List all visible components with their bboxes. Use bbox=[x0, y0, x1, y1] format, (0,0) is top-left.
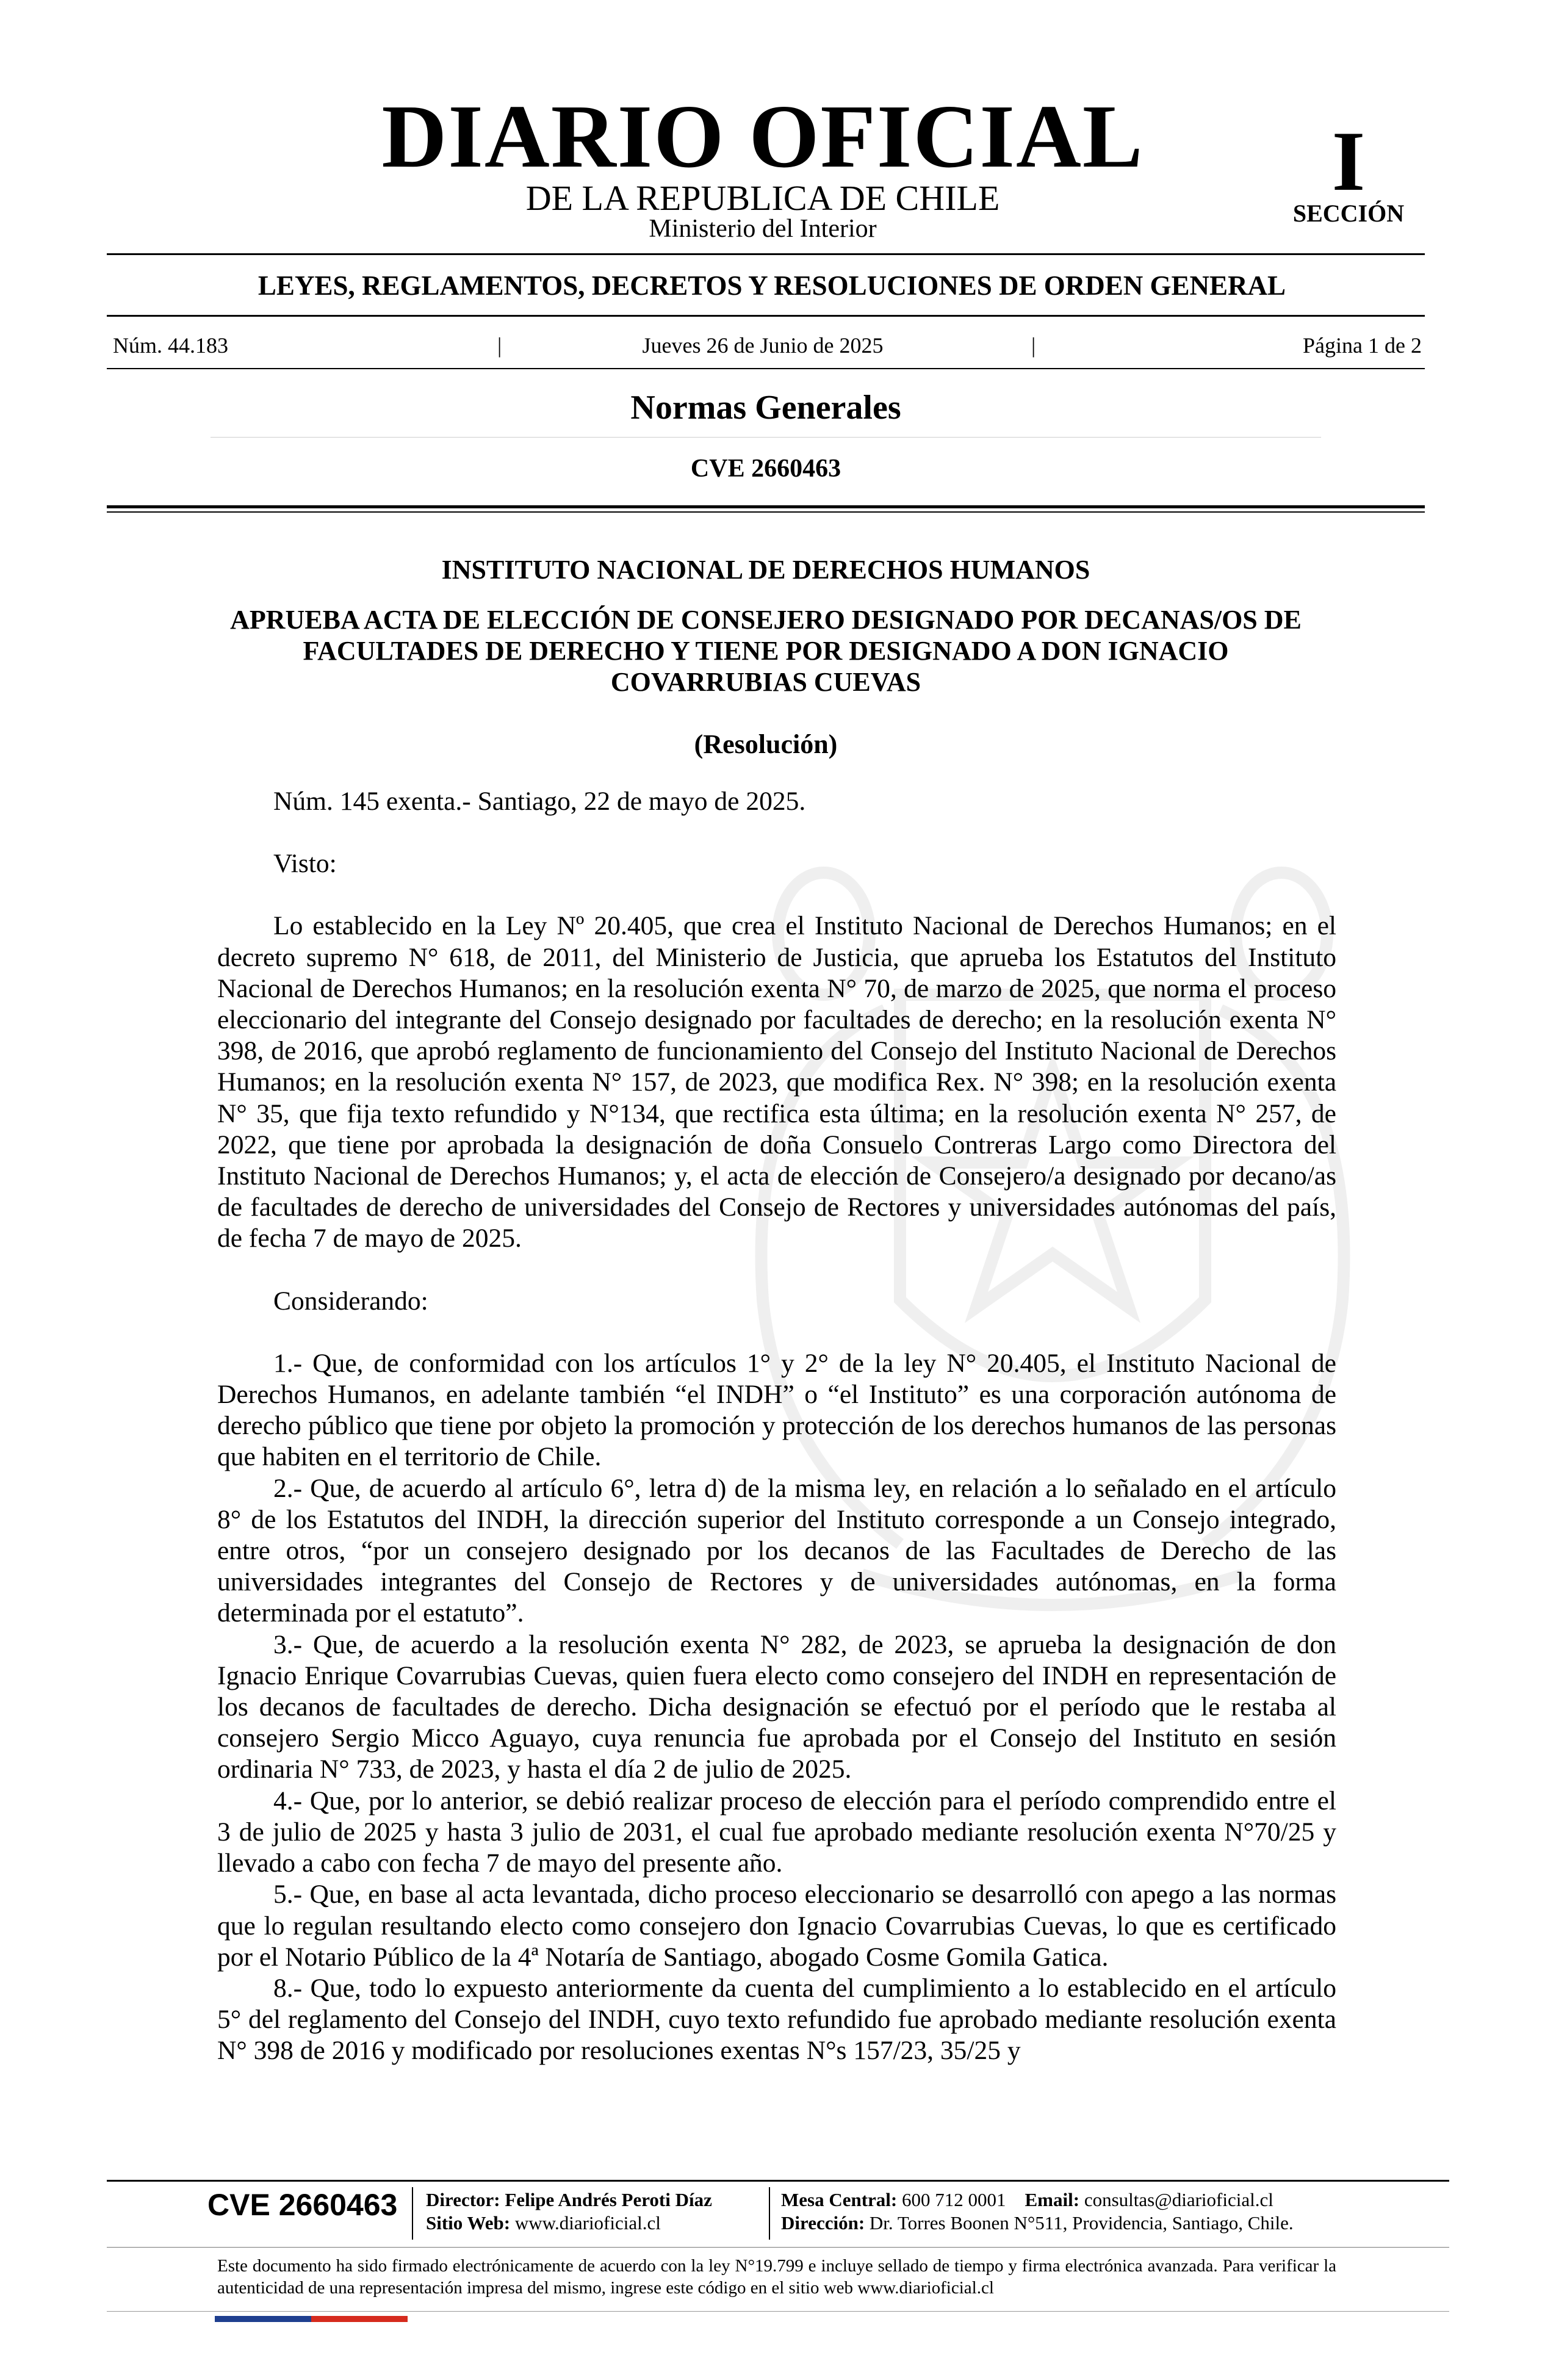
considerando-label: Considerando: bbox=[273, 1286, 428, 1316]
section-heading: Normas Generales bbox=[630, 389, 901, 427]
section-label: SECCIÓN bbox=[1292, 200, 1405, 227]
considerando-paragraph: 5.- Que, en base al acta levantada, dicho proceso eleccionario se desarrolló con apego a las normas que lo regulan resultando electo como consejero don Ignacio Covarrubias Cuevas, lo que es certificado por el Notario Público de la 4ª Notaría de Santiago, abogado Cosme Gomila Gatica. bbox=[217, 1880, 1336, 1972]
footer-rule-top bbox=[107, 2180, 1449, 2182]
issue-number: Núm. 44.183 bbox=[113, 333, 228, 358]
website-link[interactable]: www.diarioficial.cl bbox=[514, 2212, 661, 2234]
director-label: Director: bbox=[426, 2189, 500, 2210]
document-title: APRUEBA ACTA DE ELECCIÓN DE CONSEJERO DESIGNADO POR DECANAS/OS DE FACULTADES DE DERECHO Y TIENE POR DESIGNADO A DON IGNACIO COVARRUBIAS CUEVAS bbox=[230, 605, 1302, 697]
masthead-rule-top bbox=[107, 253, 1425, 255]
phone-number: 600 712 0001 bbox=[902, 2189, 1006, 2210]
heading-rule bbox=[211, 437, 1321, 438]
address-text: Dr. Torres Boonen N°511, Providencia, Santiago, Chile. bbox=[869, 2212, 1294, 2234]
issue-page: Página 1 de 2 bbox=[1303, 333, 1422, 358]
footer-rule-bottom bbox=[107, 2311, 1449, 2312]
issue-separator: | bbox=[497, 333, 502, 358]
flag-stripe-red bbox=[311, 2316, 408, 2322]
address-label: Dirección: bbox=[781, 2212, 865, 2234]
footer-editorial bbox=[426, 2188, 712, 2235]
flag-stripe-blue bbox=[215, 2316, 311, 2322]
institution-name: INSTITUTO NACIONAL DE DERECHOS HUMANOS bbox=[441, 555, 1090, 585]
visto-label: Visto: bbox=[273, 849, 337, 879]
footer-cve-code: CVE 2660463 bbox=[207, 2188, 398, 2222]
footer-signature-note: Este documento ha sido firmado electrónicamente de acuerdo con la ley N°19.799 e incluye sellado de tiempo y firma electrónica avanzada. Para verificar la autenticidad de una representación impresa del mismo, ingrese este código en el sitio web www.diarioficial.cl bbox=[217, 2256, 1336, 2298]
banner-title: LEYES, REGLAMENTOS, DECRETOS Y RESOLUCIONES DE ORDEN GENERAL bbox=[258, 270, 1286, 301]
footer-divider bbox=[412, 2187, 413, 2240]
visto-paragraph: Lo establecido en la Ley Nº 20.405, que crea el Instituto Nacional de Derechos Humanos; en el decreto supremo N° 618, de 2011, del Ministerio de Justicia, que aprueba los Estatutos del Instituto Nacional de Derechos Humanos; en la resolución exenta N° 70, de marzo de 2025, que norma el proceso eleccionario del integrante del Consejo designado por facultades de derecho; en la resolución exenta N° 398, de 2016, que aprobó reglamento de funcionamiento del Consejo del Instituto Nacional de Derechos Humanos; en la resolución exenta N° 157, de 2023, que modifica Rex. N° 398; en la resolución exenta N° 35, que fija texto refundido y N°134, que rectifica esta última; en la resolución exenta N° 257, de 2022, que tiene por aprobada la designación de doña Consuelo Contreras Largo como Directora del Instituto Nacional de Derechos Humanos; y, el acta de elección de Consejero/a designado por decano/as de facultades de derecho de universidades del Consejo de Rectores y universidades autónomas del país, de fecha 7 de mayo de 2025. bbox=[217, 911, 1336, 1253]
masthead-ministry: Ministerio del Interior bbox=[649, 215, 877, 243]
considerando-paragraph: 3.- Que, de acuerdo a la resolución exenta N° 282, de 2023, se aprueba la designación de don Ignacio Enrique Covarrubias Cuevas, quien fuera electo como consejero del INDH en representación de los decanos de facultades de derecho. Dicha designación se efectuó por el período que le restaba al consejero Sergio Micco Aguayo, cuya renuncia fue aprobada por el Consejo del Instituto en sesión ordinaria N° 733, de 2023, y hasta el día 2 de julio de 2025. bbox=[217, 1629, 1336, 1784]
issue-date: Jueves 26 de Junio de 2025 bbox=[642, 333, 884, 358]
document-type: (Resolución) bbox=[694, 729, 838, 759]
heading-rule-thin bbox=[107, 511, 1425, 513]
website-label: Sitio Web: bbox=[426, 2212, 511, 2234]
considerando-paragraph: 2.- Que, de acuerdo al artículo 6°, letra d) de la misma ley, en relación a lo señalado en el artículo 8° de los Estatutos del INDH, la dirección superior del Instituto corresponde a un Consejo integrado, entre otros, “por un consejero designado por los decanos de las Facultades de Derecho de las universidades integrantes del Consejo de Rectores y de universidades autónomas, en la forma determinada por el estatuto”. bbox=[217, 1473, 1336, 1628]
considerando-paragraph: 1.- Que, de conformidad con los artículos 1° y 2° de la ley N° 20.405, el Instituto Nacional de Derechos Humanos, en adelante también “el INDH” o “el Instituto” es una corporación autónoma de derecho público que tiene por objeto la promoción y protección de los derechos humanos de las personas que habiten en el territorio de Chile. bbox=[217, 1348, 1336, 1472]
phone-label: Mesa Central: bbox=[781, 2189, 898, 2210]
heading-rule-thick bbox=[107, 505, 1425, 508]
section-number: I bbox=[1331, 114, 1366, 209]
considerando-paragraph: 8.- Que, todo lo expuesto anteriormente da cuenta del cumplimiento a lo establecido en el artículo 5° del reglamento del Consejo del INDH, cuyo texto refundido fue aprobado mediante resolución exenta N° 398 de 2016 y modificado por resoluciones exentas N°s 157/23, 35/25 y bbox=[217, 1973, 1336, 2066]
director-name: Felipe Andrés Peroti Díaz bbox=[505, 2189, 712, 2210]
footer-rule-mid bbox=[107, 2247, 1449, 2248]
email-link[interactable]: consultas@diarioficial.cl bbox=[1084, 2189, 1273, 2210]
document-body bbox=[217, 786, 1336, 2067]
banner-rule bbox=[107, 315, 1425, 317]
considerando-paragraph: 4.- Que, por lo anterior, se debió realizar proceso de elección para el período comprendido entre el 3 de julio de 2025 y hasta 3 julio de 2031, el cual fue aprobado mediante resolución exenta N°70/25 y llevado a cabo con fecha 7 de mayo del presente año. bbox=[217, 1786, 1336, 1878]
footer-divider bbox=[769, 2187, 770, 2240]
resolution-number: Núm. 145 exenta.- Santiago, 22 de mayo de 2025. bbox=[273, 787, 806, 816]
cve-code: CVE 2660463 bbox=[690, 455, 841, 483]
email-label: Email: bbox=[1025, 2189, 1080, 2210]
footer-contact bbox=[781, 2188, 1294, 2235]
masthead-subtitle: DE LA REPUBLICA DE CHILE bbox=[525, 178, 1000, 218]
issue-separator: | bbox=[1031, 333, 1036, 358]
masthead-title: DIARIO OFICIAL bbox=[381, 87, 1144, 187]
info-rule bbox=[107, 368, 1425, 369]
